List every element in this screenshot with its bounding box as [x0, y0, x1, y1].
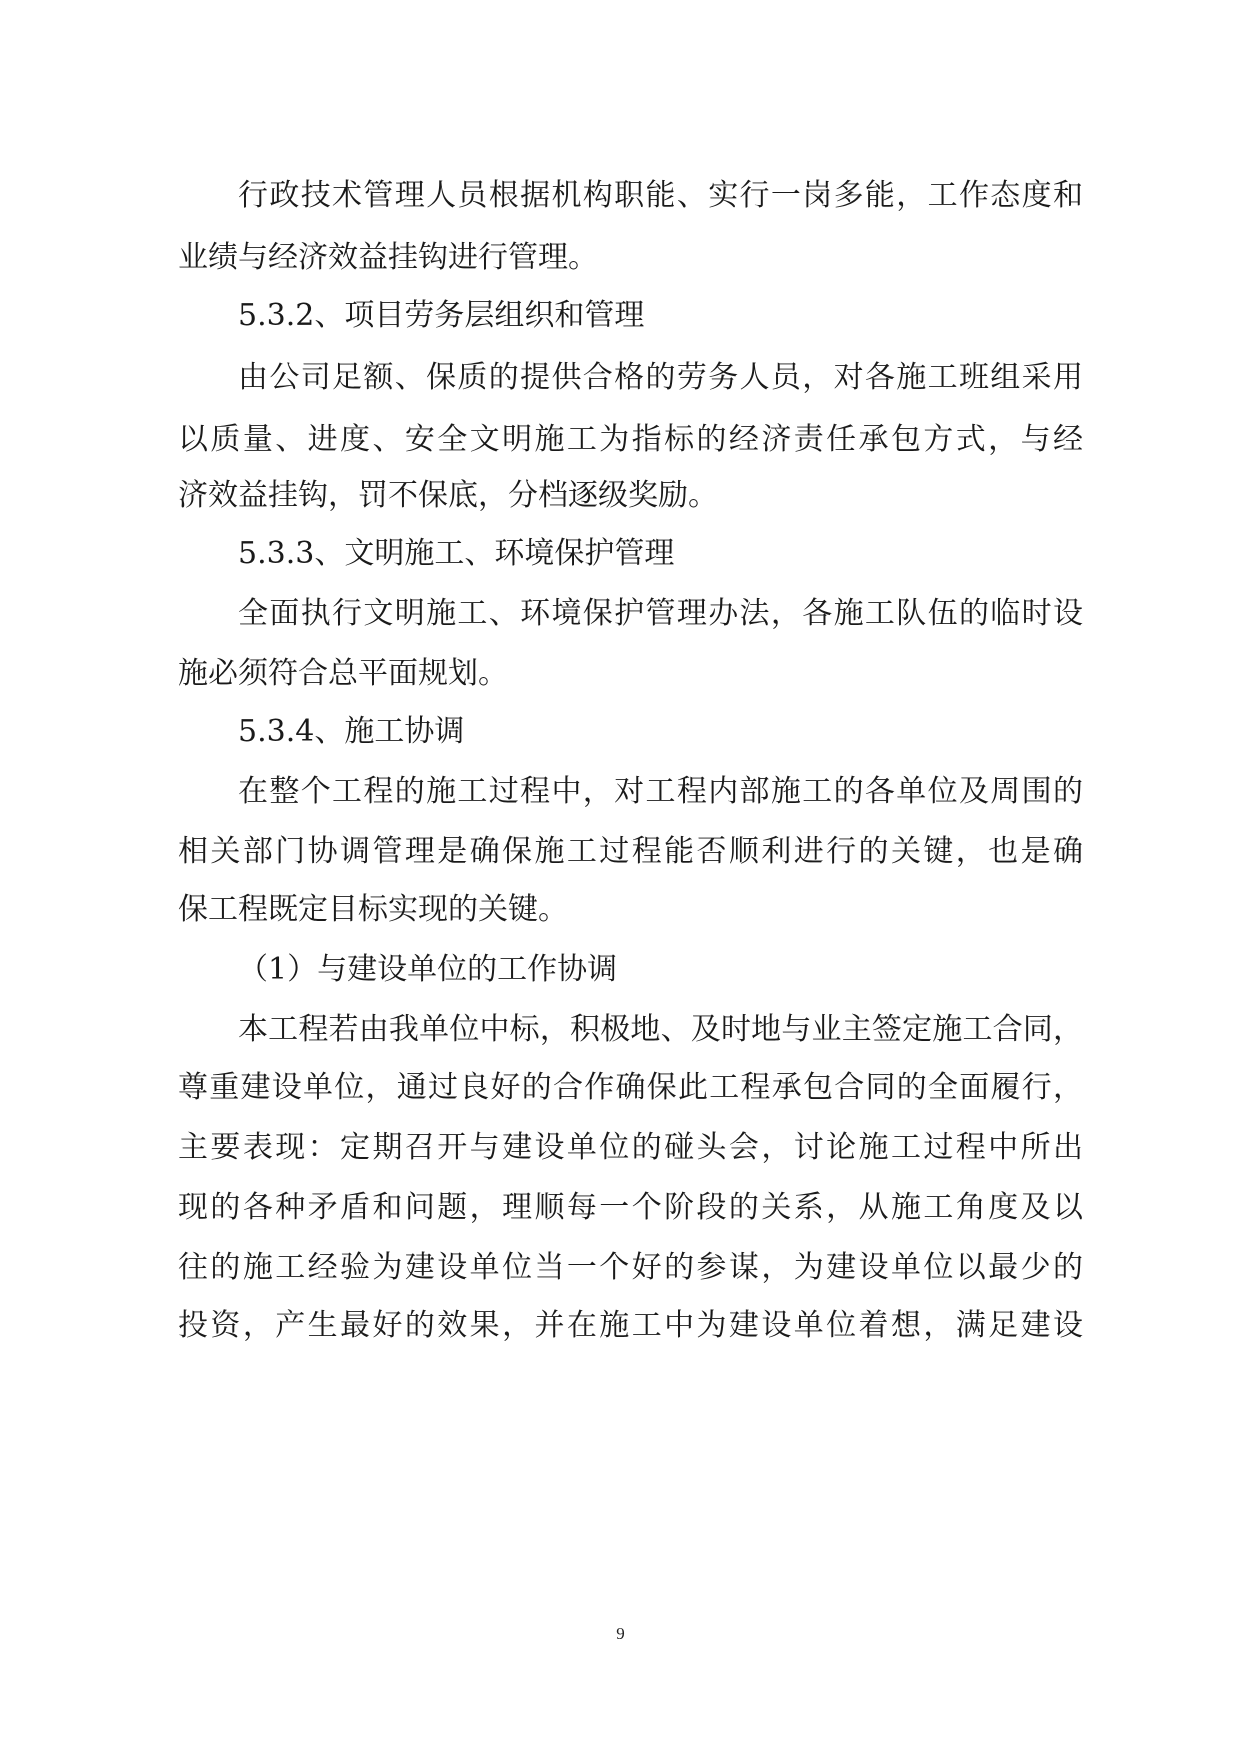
- subsection-heading-1: （1）与建设单位的工作协调: [238, 952, 618, 987]
- paragraph-line: 尊重建设单位，通过良好的合作确保此工程承包合同的全面履行，: [178, 1070, 1083, 1105]
- paragraph-line: 行政技术管理人员根据机构职能、实行一岗多能，工作态度和: [238, 178, 1083, 213]
- paragraph-line: 现的各种矛盾和问题，理顺每一个阶段的关系，从施工角度及以: [178, 1190, 1083, 1225]
- section-heading-5-3-2: 5.3.2、项目劳务层组织和管理: [238, 298, 645, 333]
- section-heading-5-3-4: 5.3.4、施工协调: [238, 714, 465, 749]
- paragraph-line: 投资，产生最好的效果，并在施工中为建设单位着想，满足建设: [178, 1308, 1083, 1343]
- paragraph-line: 施必须符合总平面规划。: [178, 656, 508, 691]
- paragraph-line: 业绩与经济效益挂钩进行管理。: [178, 240, 598, 275]
- paragraph-line: 由公司足额、保质的提供合格的劳务人员，对各施工班组采用: [238, 360, 1083, 395]
- paragraph-line: 主要表现：定期召开与建设单位的碰头会，讨论施工过程中所出: [178, 1130, 1083, 1165]
- paragraph-line: 本工程若由我单位中标，积极地、及时地与业主签定施工合同，: [238, 1012, 1083, 1047]
- paragraph-line: 济效益挂钩，罚不保底，分档逐级奖励。: [178, 478, 718, 513]
- paragraph-line: 相关部门协调管理是确保施工过程能否顺利进行的关键，也是确: [178, 834, 1083, 869]
- paragraph-line: 保工程既定目标实现的关键。: [178, 892, 568, 927]
- section-heading-5-3-3: 5.3.3、文明施工、环境保护管理: [238, 536, 675, 571]
- paragraph-line: 以质量、进度、安全文明施工为指标的经济责任承包方式，与经: [178, 422, 1083, 457]
- paragraph-line: 往的施工经验为建设单位当一个好的参谋，为建设单位以最少的: [178, 1250, 1083, 1285]
- paragraph-line: 全面执行文明施工、环境保护管理办法，各施工队伍的临时设: [238, 596, 1083, 631]
- page-number: 9: [616, 1624, 625, 1643]
- paragraph-line: 在整个工程的施工过程中，对工程内部施工的各单位及周围的: [238, 774, 1083, 809]
